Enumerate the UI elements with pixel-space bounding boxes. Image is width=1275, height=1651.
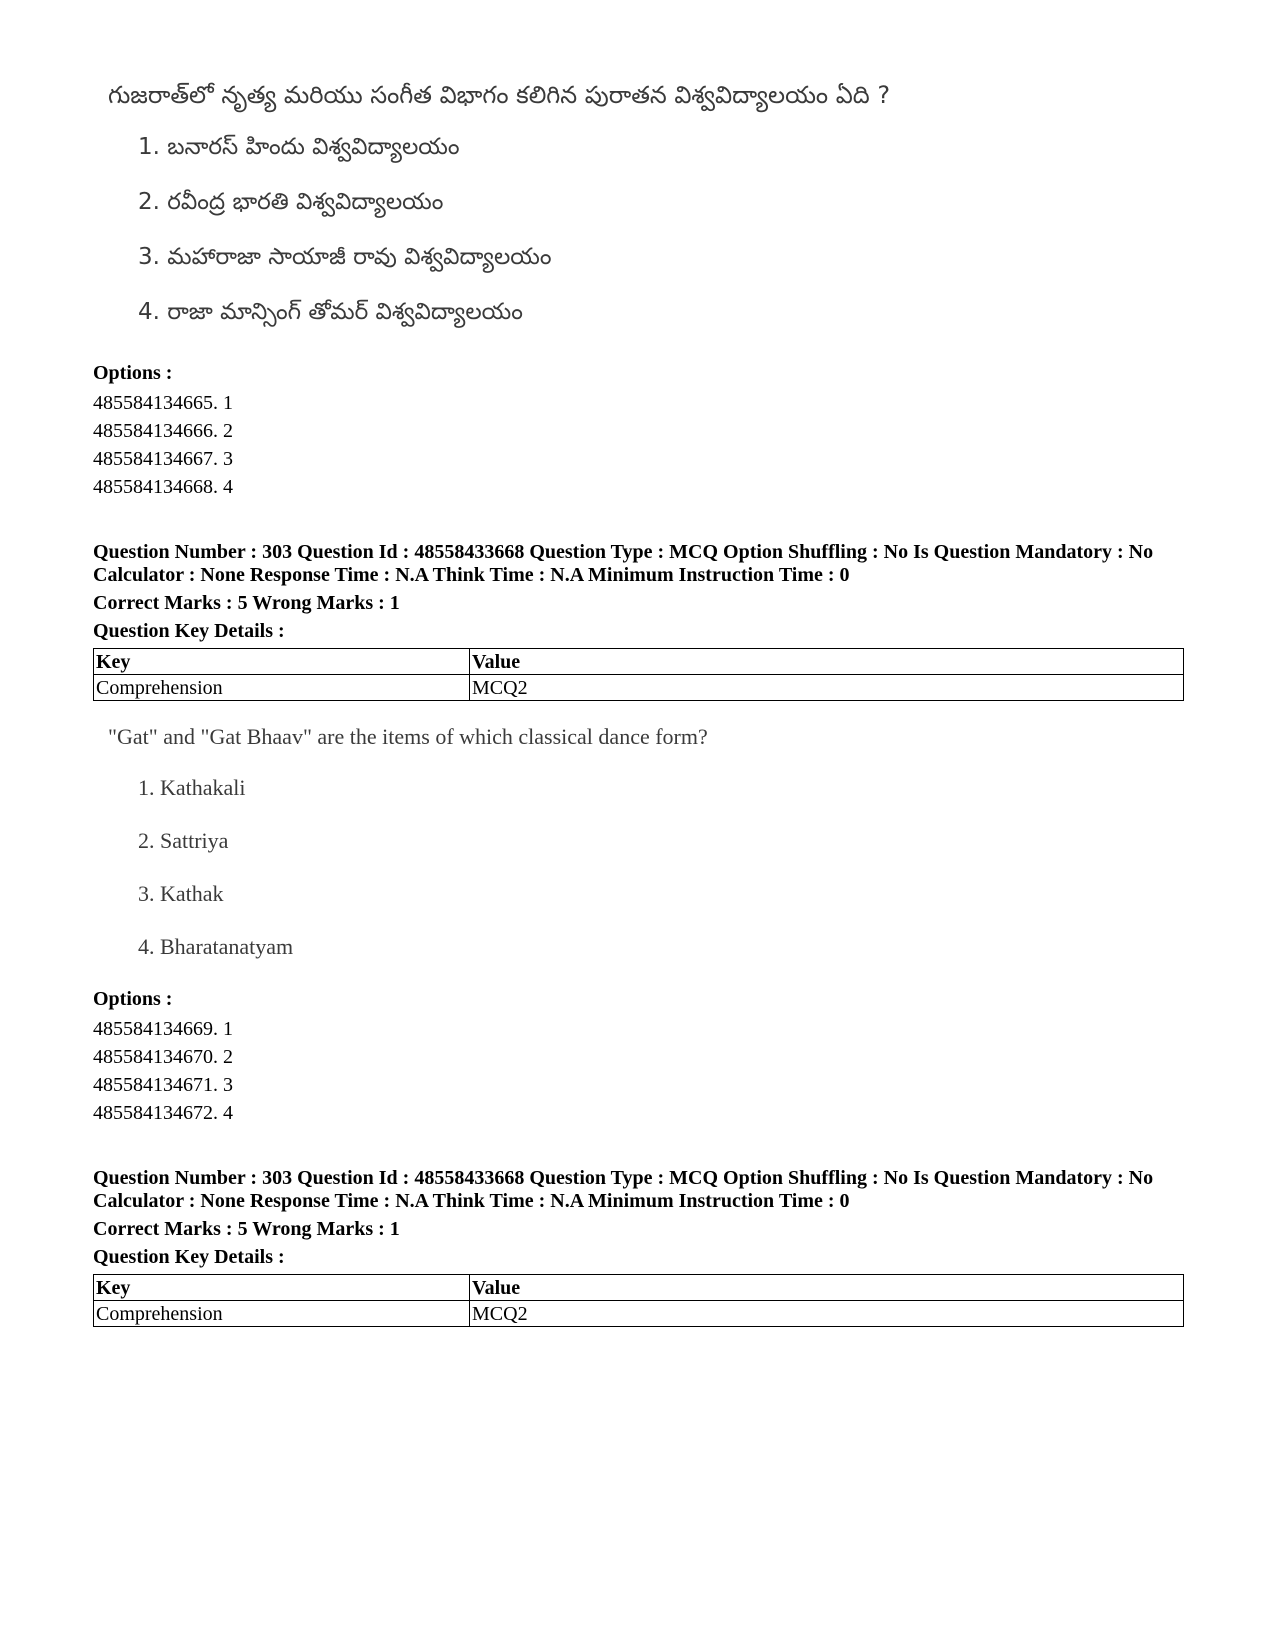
option-id: 485584134667. 3 xyxy=(93,448,233,470)
table-header-row xyxy=(94,649,1184,675)
choice-item: 2. రవీంద్ర భారతి విశ్వవిద్యాలయం xyxy=(138,189,444,215)
question-image-english xyxy=(108,722,708,959)
table-header-cell: Key xyxy=(94,649,470,675)
options-block xyxy=(93,361,1188,501)
table-cell: MCQ2 xyxy=(470,1301,1184,1327)
table-cell: Comprehension xyxy=(94,675,470,701)
question-meta: Question Number : 303 Question Id : 48558433668 Question Type : MCQ Option Shuffling : No Is Question Mandatory : No Calculator : None Response Time : N.A Think Time : N.A Minimum Instruction Time : 0 xyxy=(93,1167,1154,1212)
choice-item: 4. రాజా మాన్సింగ్ తోమర్ విశ్వవిద్యాలయం xyxy=(138,299,523,325)
table-header-row xyxy=(94,1275,1184,1301)
table-header-cell: Key xyxy=(94,1275,470,1301)
question-image-telugu xyxy=(108,80,891,325)
choice-item: 3. మహారాజా సాయాజీ రావు విశ్వవిద్యాలయం xyxy=(138,244,552,270)
table-header-cell: Value xyxy=(470,649,1184,675)
key-details-table xyxy=(93,1274,1184,1327)
table-row xyxy=(94,675,1184,701)
key-details-heading: Question Key Details : xyxy=(93,1246,285,1268)
question-text: "Gat" and "Gat Bhaav" are the items of which classical dance form? xyxy=(108,724,708,749)
question-meta: Question Number : 303 Question Id : 48558433668 Question Type : MCQ Option Shuffling : No Is Question Mandatory : No Calculator : None Response Time : N.A Think Time : N.A Minimum Instruction Time : 0 xyxy=(93,541,1154,586)
choice-item: 2. Sattriya xyxy=(138,828,229,853)
marks-info: Correct Marks : 5 Wrong Marks : 1 xyxy=(93,592,400,614)
option-id: 485584134669. 1 xyxy=(93,1018,233,1040)
choice-item: 3. Kathak xyxy=(138,881,224,906)
option-id: 485584134666. 2 xyxy=(93,420,233,442)
question-text: గుజరాత్‌లో నృత్య మరియు సంగీత విభాగం కలిగిన పురాతన విశ్వవిద్యాలయం ఏది ? xyxy=(108,81,891,109)
choice-item: 1. Kathakali xyxy=(138,775,246,800)
marks-info: Correct Marks : 5 Wrong Marks : 1 xyxy=(93,1218,400,1240)
key-details-table xyxy=(93,648,1184,701)
option-id: 485584134668. 4 xyxy=(93,476,233,498)
choice-item: 4. Bharatanatyam xyxy=(138,934,294,959)
option-id: 485584134670. 2 xyxy=(93,1046,233,1068)
options-block xyxy=(93,987,1188,1127)
option-id: 485584134672. 4 xyxy=(93,1102,233,1124)
option-id: 485584134665. 1 xyxy=(93,392,233,414)
table-row xyxy=(94,1301,1184,1327)
choice-item: 1. బనారస్ హిందు విశ్వవిద్యాలయం xyxy=(138,134,460,160)
table-cell: Comprehension xyxy=(94,1301,470,1327)
options-heading: Options : xyxy=(93,988,173,1010)
options-heading: Options : xyxy=(93,362,173,384)
key-details-heading: Question Key Details : xyxy=(93,620,285,642)
table-cell: MCQ2 xyxy=(470,675,1184,701)
option-id: 485584134671. 3 xyxy=(93,1074,233,1096)
table-header-cell: Value xyxy=(470,1275,1184,1301)
